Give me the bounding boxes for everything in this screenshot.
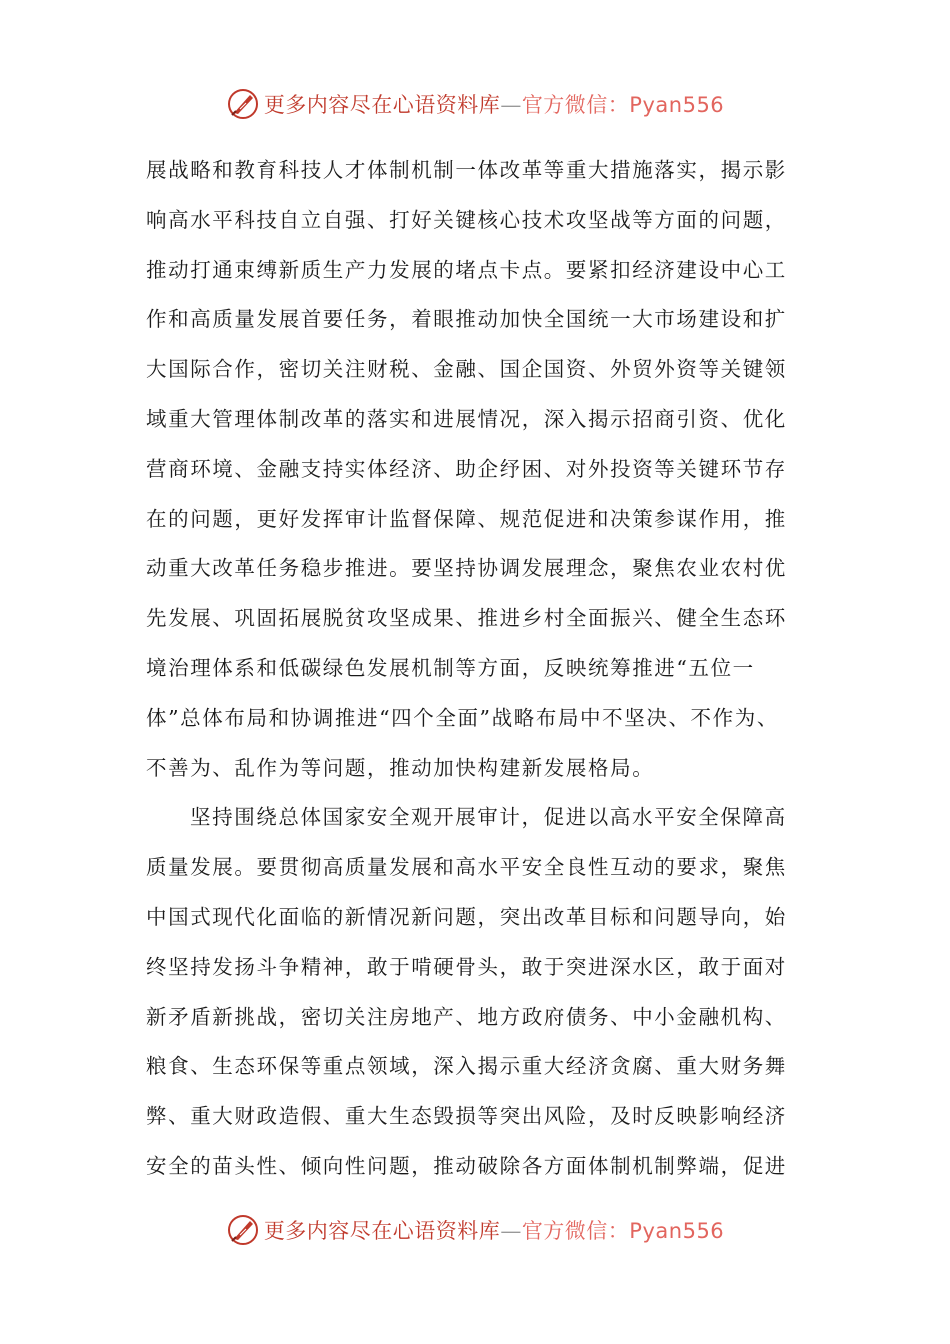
text-line: 粮食、生态环保等重点领域，深入揭示重大经济贪腐、重大财务舞 <box>146 1054 787 1079</box>
quill-logo-icon <box>226 87 260 121</box>
text-line: 响高水平科技自立自强、打好关键核心技术攻坚战等方面的问题， <box>146 207 787 232</box>
text-line: 作和高质量发展首要任务，着眼推动加快全国统一大市场建设和扩 <box>146 307 787 332</box>
watermark-text: 更多内容尽在心语资料库—官方微信：Pyan556 <box>263 1219 725 1243</box>
quill-logo-icon <box>226 1213 260 1247</box>
text-line: 境治理体系和低碳绿色发展机制等方面，反映统筹推进“五位一 <box>146 655 755 680</box>
text-line: 体”总体布局和协调推进“四个全面”战略布局中不坚决、不作为、 <box>146 705 779 730</box>
header-watermark <box>0 84 950 124</box>
text-line: 营商环境、金融支持实体经济、助企纾困、对外投资等关键环节存 <box>146 456 787 481</box>
paragraph-1 <box>146 146 806 793</box>
text-line: 推动打通束缚新质生产力发展的堵点卡点。要紧扣经济建设中心工 <box>146 257 787 282</box>
text-line: 质量发展。要贯彻高质量发展和高水平安全良性互动的要求，聚焦 <box>146 855 787 880</box>
text-line: 安全的苗头性、倾向性问题，推动破除各方面体制机制弊端，促进 <box>146 1153 787 1178</box>
text-line: 不善为、乱作为等问题，推动加快构建新发展格局。 <box>146 755 655 780</box>
text-line: 域重大管理体制改革的落实和进展情况，深入揭示招商引资、优化 <box>146 406 787 431</box>
text-line: 先发展、巩固拓展脱贫攻坚成果、推进乡村全面振兴、健全生态环 <box>146 606 787 631</box>
text-line: 弊、重大财政造假、重大生态毁损等突出风险，及时反映影响经济 <box>146 1104 787 1129</box>
document-body <box>146 146 806 1192</box>
text-line: 坚持围绕总体国家安全观开展审计，促进以高水平安全保障高 <box>190 805 787 830</box>
text-line: 动重大改革任务稳步推进。要坚持协调发展理念，聚焦农业农村优 <box>146 556 787 581</box>
text-line: 新矛盾新挑战，密切关注房地产、地方政府债务、中小金融机构、 <box>146 1004 787 1029</box>
text-line: 中国式现代化面临的新情况新问题，突出改革目标和问题导向，始 <box>146 904 787 929</box>
watermark-text: 更多内容尽在心语资料库—官方微信：Pyan556 <box>263 93 725 117</box>
text-line: 展战略和教育科技人才体制机制一体改革等重大措施落实，揭示影 <box>146 158 787 182</box>
text-line: 大国际合作，密切关注财税、金融、国企国资、外贸外资等关键领 <box>146 357 787 382</box>
text-line: 终坚持发扬斗争精神，敢于啃硬骨头，敢于突进深水区，敢于面对 <box>146 954 787 979</box>
paragraph-2 <box>146 793 806 1191</box>
text-line: 在的问题，更好发挥审计监督保障、规范促进和决策参谋作用，推 <box>146 506 787 531</box>
footer-watermark <box>0 1210 950 1250</box>
